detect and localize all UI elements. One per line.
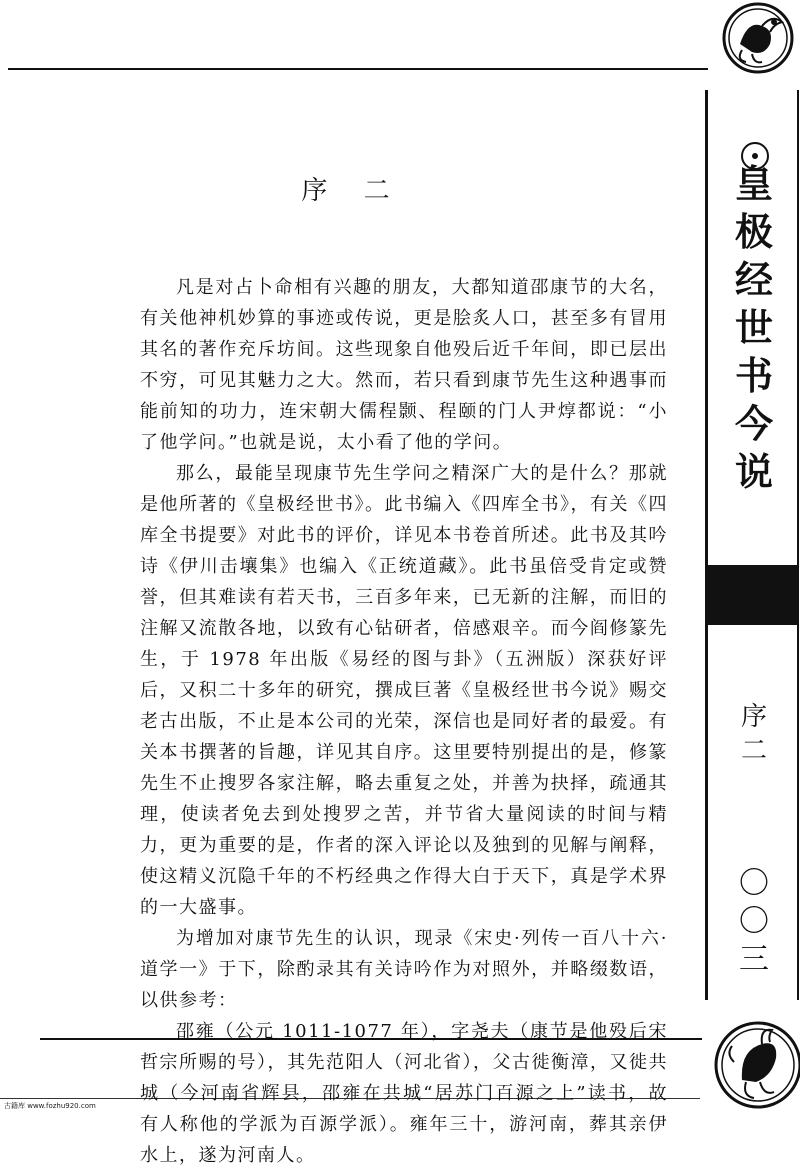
crane-seal-icon (712, 1010, 800, 1115)
book-title-char: 极 (734, 209, 773, 254)
paragraph: 凡是对占卜命相有兴趣的朋友，大都知道邵康节的大名，有关他神机妙算的事迹或传说，更是脍炙人口，甚至多有冒用其名的著作充斥坊间。这些现象自他殁后近千年间，即已层出不穷，可见其魅力之大。然而，若只看到康节先生这种遇事而能前知的功力，连宋朝大儒程颢、程颐的门人尹焞都说：“小了他学问。”也就是说，太小看了他的学问。 (140, 277, 668, 453)
book-title-char: 书 (734, 353, 773, 398)
book-title-char: 今 (734, 401, 773, 446)
page-number-char: 〇 (739, 904, 769, 939)
paragraph: 为增加对康节先生的认识，现录《宋史·列传一百八十六·道学一》于下，除酌录其有关诗吟作为对照外，并略缀数语，以供参考： (140, 928, 668, 1011)
source-credit: 古籍库 www.fozhu920.com (4, 1102, 96, 1110)
body-text (140, 272, 668, 1171)
top-rule (8, 68, 708, 70)
book-title-char: 说 (734, 449, 773, 494)
book-title-char: 世 (734, 305, 773, 350)
side-chapter-char: 序 (740, 702, 767, 732)
paragraph: 那么，最能呈现康节先生学问之精深广大的是什么？那就是他所著的《皇极经世书》。此书编入《四库全书》，有关《四库全书提要》对此书的评价，详见本书卷首所述。此书及其吟诗《伊川击壤集》也编入《正统道藏》。此书虽倍受肯定或赞誉，但其难读有若天书，三百多年来，已无新的注解，而旧的注解又流散各地，以致有心钻研者，倍感艰辛。而今阎修篆先生，于 1978 年出版《易经的图与卦》（五洲版）深获好评后，又积二十多年的研究，撰成巨著《皇极经世书今说》赐交老古出版，不止是本公司的光荣，深信也是同好者的最爱。有关本书撰著的旨趣，详见其自序。这里要特别提出的是，修篆先生不止搜罗各家注解，略去重复之处，并善为抉择，疏通其理，使读者免去到处搜罗之苦，并节省大量阅读的时间与精力，更为重要的是，作者的深入评论以及独到的见解与阐释，使这精义沉隐千年的不朽经典之作得大白于天下，真是学术界的一大盛事。 (140, 463, 668, 918)
side-chapter-char: 二 (740, 736, 767, 766)
book-title-char: 皇 (734, 161, 773, 206)
page-number-char: 〇 (739, 866, 769, 901)
book-title-vertical (722, 160, 786, 496)
page-number-vertical (722, 865, 786, 979)
paragraph: 邵雍（公元 1011-1077 年），字尧夫（康节是他殁后宋哲宗所赐的号），其先范阳人（河北省），父古徙衡漳，又徙共城（今河南省辉县，邵雍在共城“居苏门百源之上”读书，故有人称他的学派为百源学派）。雍年三十，游河南，葬其亲伊水上，遂为河南人。 (140, 1021, 668, 1166)
chapter-title: 序 二 (301, 176, 404, 206)
side-chapter-label (722, 700, 786, 768)
book-title-char: 经 (734, 257, 773, 302)
sidebar-black-band (708, 565, 799, 625)
phoenix-seal-icon (712, 0, 800, 80)
page-number-char: 三 (739, 942, 769, 977)
